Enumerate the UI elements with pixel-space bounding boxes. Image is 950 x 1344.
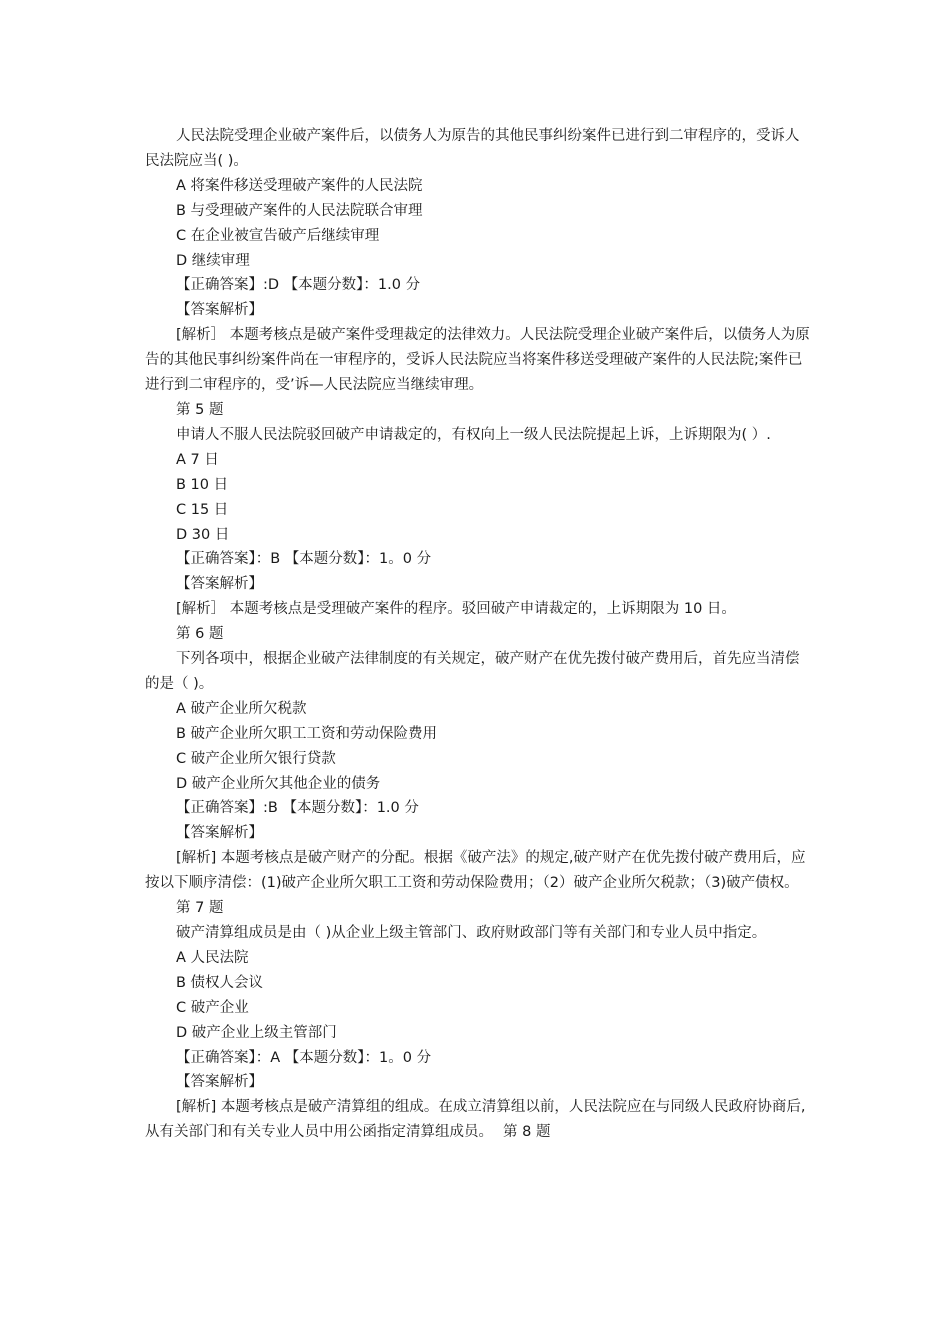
option-a: A 破产企业所欠税款 xyxy=(176,700,307,717)
option-d: D 30 日 xyxy=(176,526,230,543)
question-number: 第 7 题 xyxy=(176,900,224,917)
analysis-text: [解析] 本题考核点是破产财产的分配。根据《破产法》的规定,破产财产在优先拨付破产费用后，应按以下顺序清偿：(1)破产企业所欠职工工资和劳动保险费用；（2）破产企业所欠税款；（3)破产债权。 xyxy=(145,850,806,892)
question-number: 第 6 题 xyxy=(176,626,224,643)
option-c: C 15 日 xyxy=(176,501,229,518)
question-stem: 人民法院受理企业破产案件后，以债务人为原告的其他民事纠纷案件已进行到二审程序的，受诉人民法院应当( )。 xyxy=(145,128,800,169)
answer-line: 【正确答案】：A 【本题分数】：1。0 分 xyxy=(176,1049,432,1066)
question-number: 第 5 题 xyxy=(176,401,224,418)
answer-line: 【正确答案】:B 【本题分数】：1.0 分 xyxy=(176,800,419,817)
option-b: B 10 日 xyxy=(176,476,229,493)
option-a: A 7 日 xyxy=(176,451,219,468)
option-d: D 破产企业上级主管部门 xyxy=(176,1024,337,1041)
question-stem: 下列各项中，根据企业破产法律制度的有关规定，破产财产在优先拨付破产费用后，首先应当清偿的是（ )。 xyxy=(145,651,800,692)
analysis-text: [解析］ 本题考核点是破产案件受理裁定的法律效力。人民法院受理企业破产案件后，以债务人为原告的其他民事纠纷案件尚在一审程序的，受诉人民法院应当将案件移送受理破产案件的人民法院;案件已进行到二审程序的，受’诉—人民法院应当继续审理。 xyxy=(145,327,810,394)
option-c: C 在企业被宣告破产后继续审理 xyxy=(176,227,380,244)
option-d: D 破产企业所欠其他企业的债务 xyxy=(176,775,381,792)
option-a: A 人民法院 xyxy=(176,949,249,966)
analysis-text: [解析] 本题考核点是破产清算组的组成。在成立清算组以前，人民法院应在与同级人民政府协商后,从有关部门和有关专业人员中用公函指定清算组成员。 xyxy=(145,1099,806,1141)
option-d: D 继续审理 xyxy=(176,252,250,269)
option-b: B 债权人会议 xyxy=(176,974,264,991)
analysis-text: [解析］ 本题考核点是受理破产案件的程序。驳回破产申请裁定的，上诉期限为 10 日。 xyxy=(176,601,736,618)
option-c: C 破产企业所欠银行贷款 xyxy=(176,750,336,767)
option-c: C 破产企业 xyxy=(176,999,249,1016)
answer-line: 【正确答案】:D 【本题分数】：1.0 分 xyxy=(176,277,421,294)
option-b: B 与受理破产案件的人民法院联合审理 xyxy=(176,202,423,219)
option-a: A 将案件移送受理破产案件的人民法院 xyxy=(176,177,423,194)
question-stem: 申请人不服人民法院驳回破产申请裁定的，有权向上一级人民法院提起上诉，上诉期限为( ）. xyxy=(176,426,771,443)
analysis-heading: 【答案解析】 xyxy=(176,302,263,319)
analysis-heading: 【答案解析】 xyxy=(176,576,263,593)
answer-line: 【正确答案】：B 【本题分数】：1。0 分 xyxy=(176,551,432,568)
option-b: B 破产企业所欠职工工资和劳动保险费用 xyxy=(176,725,438,742)
question-number: 第 8 题 xyxy=(503,1124,551,1141)
question-stem: 破产清算组成员是由（ )从企业上级主管部门、政府财政部门等有关部门和专业人员中指定。 xyxy=(176,925,767,941)
analysis-with-next-question xyxy=(145,1095,810,1145)
analysis-heading: 【答案解析】 xyxy=(176,825,263,842)
analysis-heading: 【答案解析】 xyxy=(176,1074,263,1091)
document-page xyxy=(145,124,810,1145)
